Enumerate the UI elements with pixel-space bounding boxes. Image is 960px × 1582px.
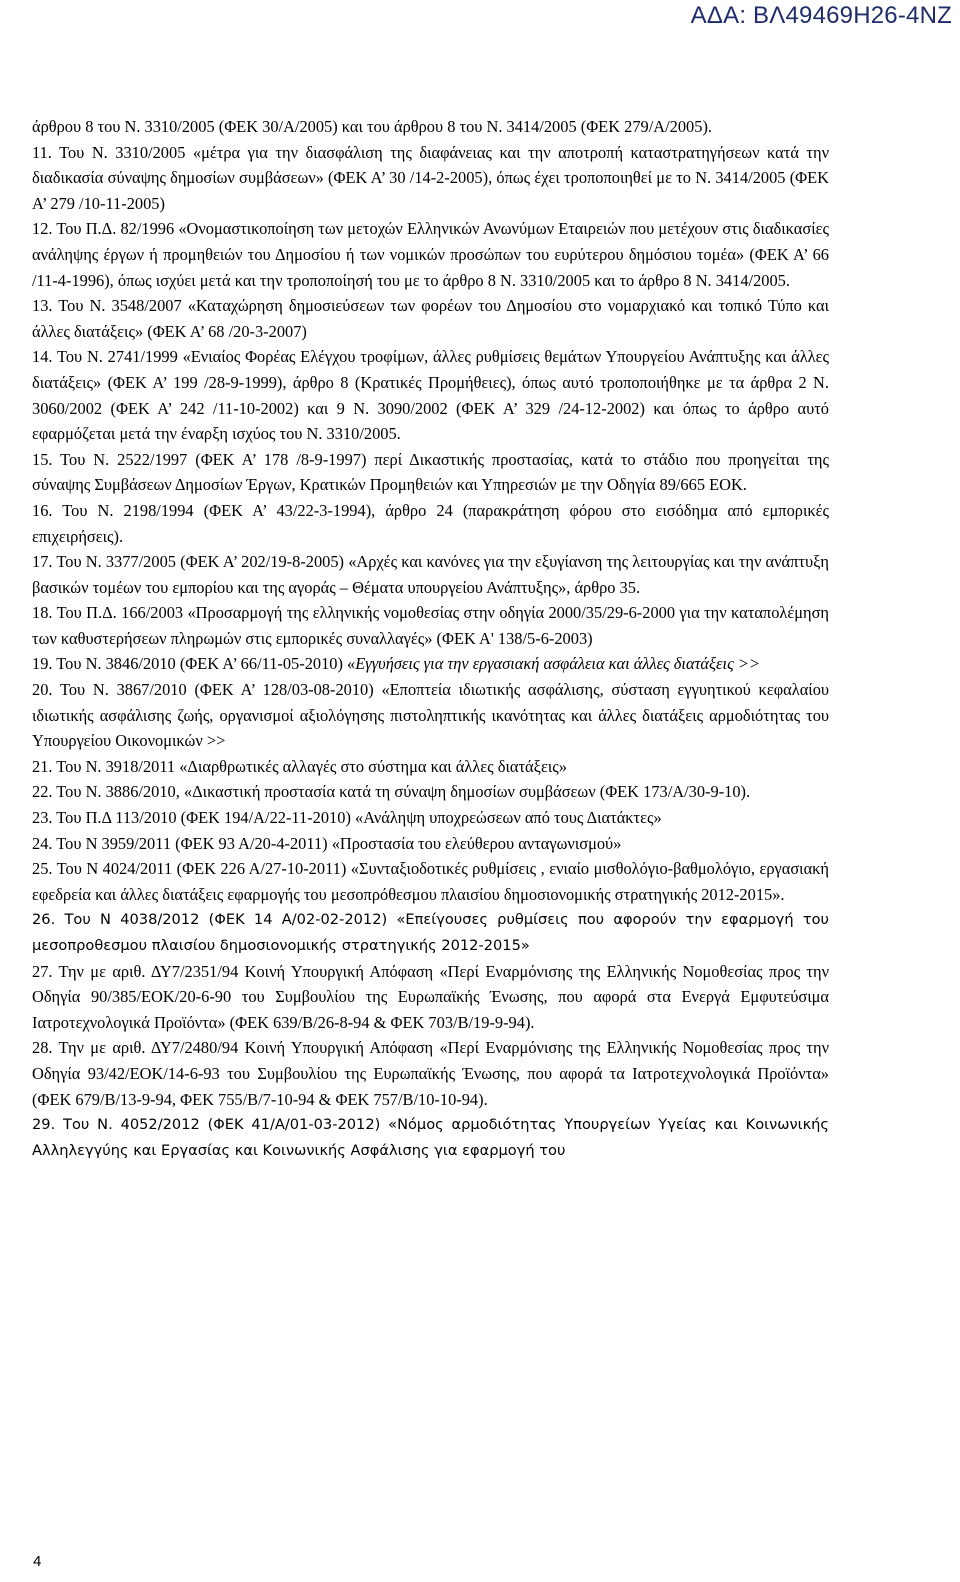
list-item-28: 28. Την με αριθ. ΔΥ7/2480/94 Κοινή Υπουργική Απόφαση «Περί Εναρμόνισης της Ελληνικής Νομοθεσίας προς την Οδηγία 93/42/ΕΟΚ/14-6-93 του Συμβουλίου της Ευρωπαϊκής Ένωσης, που αφορά τα Ιατροτεχνολογικά Προϊόντα» (ΦΕΚ 679/Β/13-9-94, ΦΕΚ 755/Β/7-10-94 & ΦΕΚ 757/Β/10-10-94). (32, 1038, 829, 1109)
list-item-23: 23. Του Π.Δ 113/2010 (ΦΕΚ 194/Α/22-11-2010) «Ανάληψη υποχρεώσεων από τους Διατάκτες» (32, 808, 662, 828)
list-item-19 (32, 651, 829, 677)
list-item-12: 12. Του Π.Δ. 82/1996 «Ονομαστικοποίηση των μετοχών Ελληνικών Ανωνύμων Εταιρειών που μετέχουν στις διαδικασίες ανάληψης έργων ή προμηθειών του Δημοσίου ή των νομικών προσώπων του ευρύτερου δημόσιου τομέα» (ΦΕΚ Α’ 66 /11-4-1996), όπως ισχύει μετά και την τροποποίησή του με το άρθρο 8 Ν. 3310/2005 και το άρθρο 8 Ν. 3414/2005. (32, 219, 829, 290)
list-item-17: 17. Του Ν. 3377/2005 (ΦΕΚ Α’ 202/19-8-2005) «Αρχές και κανόνες για την εξυγίανση της λειτουργίας και την ανάπτυξη βασικών τομέων του εμπορίου και της αγοράς – Θέματα υπουργείου Ανάπτυξης», άρθρο 35. (32, 552, 829, 597)
paragraph-intro: άρθρου 8 του Ν. 3310/2005 (ΦΕΚ 30/Α/2005) και του άρθρου 8 του Ν. 3414/2005 (ΦΕΚ 279/Α/2005). (32, 117, 712, 136)
list-item-21: 21. Του Ν. 3918/2011 «Διαρθρωτικές αλλαγές στο σύστημα και άλλες διατάξεις» (32, 756, 567, 776)
list-item-27: 27. Την με αριθ. ΔΥ7/2351/94 Κοινή Υπουργική Απόφαση «Περί Εναρμόνισης της Ελληνικής Νομοθεσίας προς την Οδηγία 90/385/ΕΟΚ/20-6-90 του Συμβουλίου της Ευρωπαϊκής Ένωσης, που αφορά στα Ενεργά Εμφυτεύσιμα Ιατροτεχνολογικά Προϊόντα» (ΦΕΚ 639/Β/26-8-94 & ΦΕΚ 703/Β/19-9-94). (32, 961, 829, 1032)
list-item-26: 26. Του Ν 4038/2012 (ΦΕΚ 14 Α/02-02-2012) «Επείγουσες ρυθμίσεις που αφορούν την εφαρμογή του μεσοπροθεσμου πλαισίου δημοσιονομικής στρατηγικής 2012-2015» (32, 911, 829, 954)
document-body (32, 114, 829, 1163)
list-item-24: 24. Του Ν 3959/2011 (ΦΕΚ 93 Α/20-4-2011) «Προστασία του ελεύθερου ανταγωνισμού» (32, 833, 622, 853)
list-item-20: 20. Του Ν. 3867/2010 (ΦΕΚ Α’ 128/03-08-2010) «Εποπτεία ιδιωτικής ασφάλισης, σύσταση εγγυητικού κεφαλαίου ιδιωτικής ασφάλισης ζωής, οργανισμοί αξιολόγησης πιστοληπτικής ικανότητας και άλλες διατάξεις αρμοδιότητας του Υπουργείου Οικονομικών >> (32, 680, 829, 751)
list-item-19-italic: Εγγυήσεις για την εργασιακή ασφάλεια και άλλες διατάξεις >> (355, 654, 760, 674)
list-item-25: 25. Του Ν 4024/2011 (ΦΕΚ 226 Α/27-10-2011) «Συνταξιοδοτικές ρυθμίσεις , ενιαίο μισθολόγιο-βαθμολόγιο, εργασιακή εφεδρεία και άλλες διατάξεις εφαρμογής του μεσοπρόθεσμου πλαισίου δημοσιονομικής στρατηγικής 2012-2015». (32, 859, 829, 904)
list-item-15: 15. Του Ν. 2522/1997 (ΦΕΚ Α’ 178 /8-9-1997) περί Δικαστικής προστασίας, κατά το στάδιο που προηγείται της σύναψης Συμβάσεων Δημοσίων Έργων, Κρατικών Προμηθειών και Υπηρεσιών με την Οδηγία 89/665 ΕΟΚ. (32, 449, 829, 495)
list-item-14: 14. Του Ν. 2741/1999 «Ενιαίος Φορέας Ελέγχου τροφίμων, άλλες ρυθμίσεις θεμάτων Υπουργείου Ανάπτυξης και άλλες διατάξεις» (ΦΕΚ Α’ 199 /28-9-1999), άρθρο 8 (Κρατικές Προμήθειες), όπως αυτό τροποποιήθηκε με τα άρθρα 2 Ν. 3060/2002 (ΦΕΚ Α’ 242 /11-10-2002) και 9 Ν. 3090/2002 (ΦΕΚ Α’ 329 /24-12-2002) και όπως το άρθρο αυτό εφαρμόζεται μετά την έναρξη ισχύος του Ν. 3310/2005. (32, 347, 829, 444)
list-item-22: 22. Του Ν. 3886/2010, «Δικαστική προστασία κατά τη σύναψη δημοσίων συμβάσεων (ΦΕΚ 173/Α/30-9-10). (32, 782, 751, 802)
list-item-19-text: 19. Του Ν. 3846/2010 (ΦΕΚ Α’ 66/11-05-2010) « (32, 654, 356, 674)
list-item-18: 18. Του Π.Δ. 166/2003 «Προσαρμογή της ελληνικής νομοθεσίας στην οδηγία 2000/35/29-6-2000 για την καταπολέμηση των καθυστερήσεων πληρωμών στις εμπορικές συναλλαγές» (ΦΕΚ Α' 138/5-6-2003) (32, 603, 829, 648)
list-item-13: 13. Του Ν. 3548/2007 «Καταχώρηση δημοσιεύσεων των φορέων του Δημοσίου στο νομαρχιακό και τοπικό Τύπο και άλλες διατάξεις» (ΦΕΚ Α’ 68 /20-3-2007) (32, 296, 829, 341)
ada-code: ΑΔΑ: ΒΛ49469Η26-4ΝΖ (690, 2, 952, 29)
list-item-29: 29. Του Ν. 4052/2012 (ΦΕΚ 41/Α/01-03-2012) «Νόμος αρμοδιότητας Υπουργείων Υγείας και Κοινωνικής Αλληλεγγύης και Εργασίας και Κοινωνικής Ασφάλισης για εφαρμογή του (32, 1116, 829, 1159)
list-item-11: 11. Του Ν. 3310/2005 «μέτρα για την διασφάλιση της διαφάνειας και την αποτροπή καταστρατηγήσεων κατά την διαδικασία σύναψης δημοσίων συμβάσεων» (ΦΕΚ Α’ 30 /14-2-2005), όπως έχει τροποποιηθεί με το Ν. 3414/2005 (ΦΕΚ Α’ 279 /10-11-2005) (32, 142, 829, 213)
list-item-16: 16. Του Ν. 2198/1994 (ΦΕΚ Α’ 43/22-3-1994), άρθρο 24 (παρακράτηση φόρου στο εισόδημα από εμπορικές επιχειρήσεις). (32, 500, 829, 546)
page-number: 4 (33, 1553, 42, 1570)
